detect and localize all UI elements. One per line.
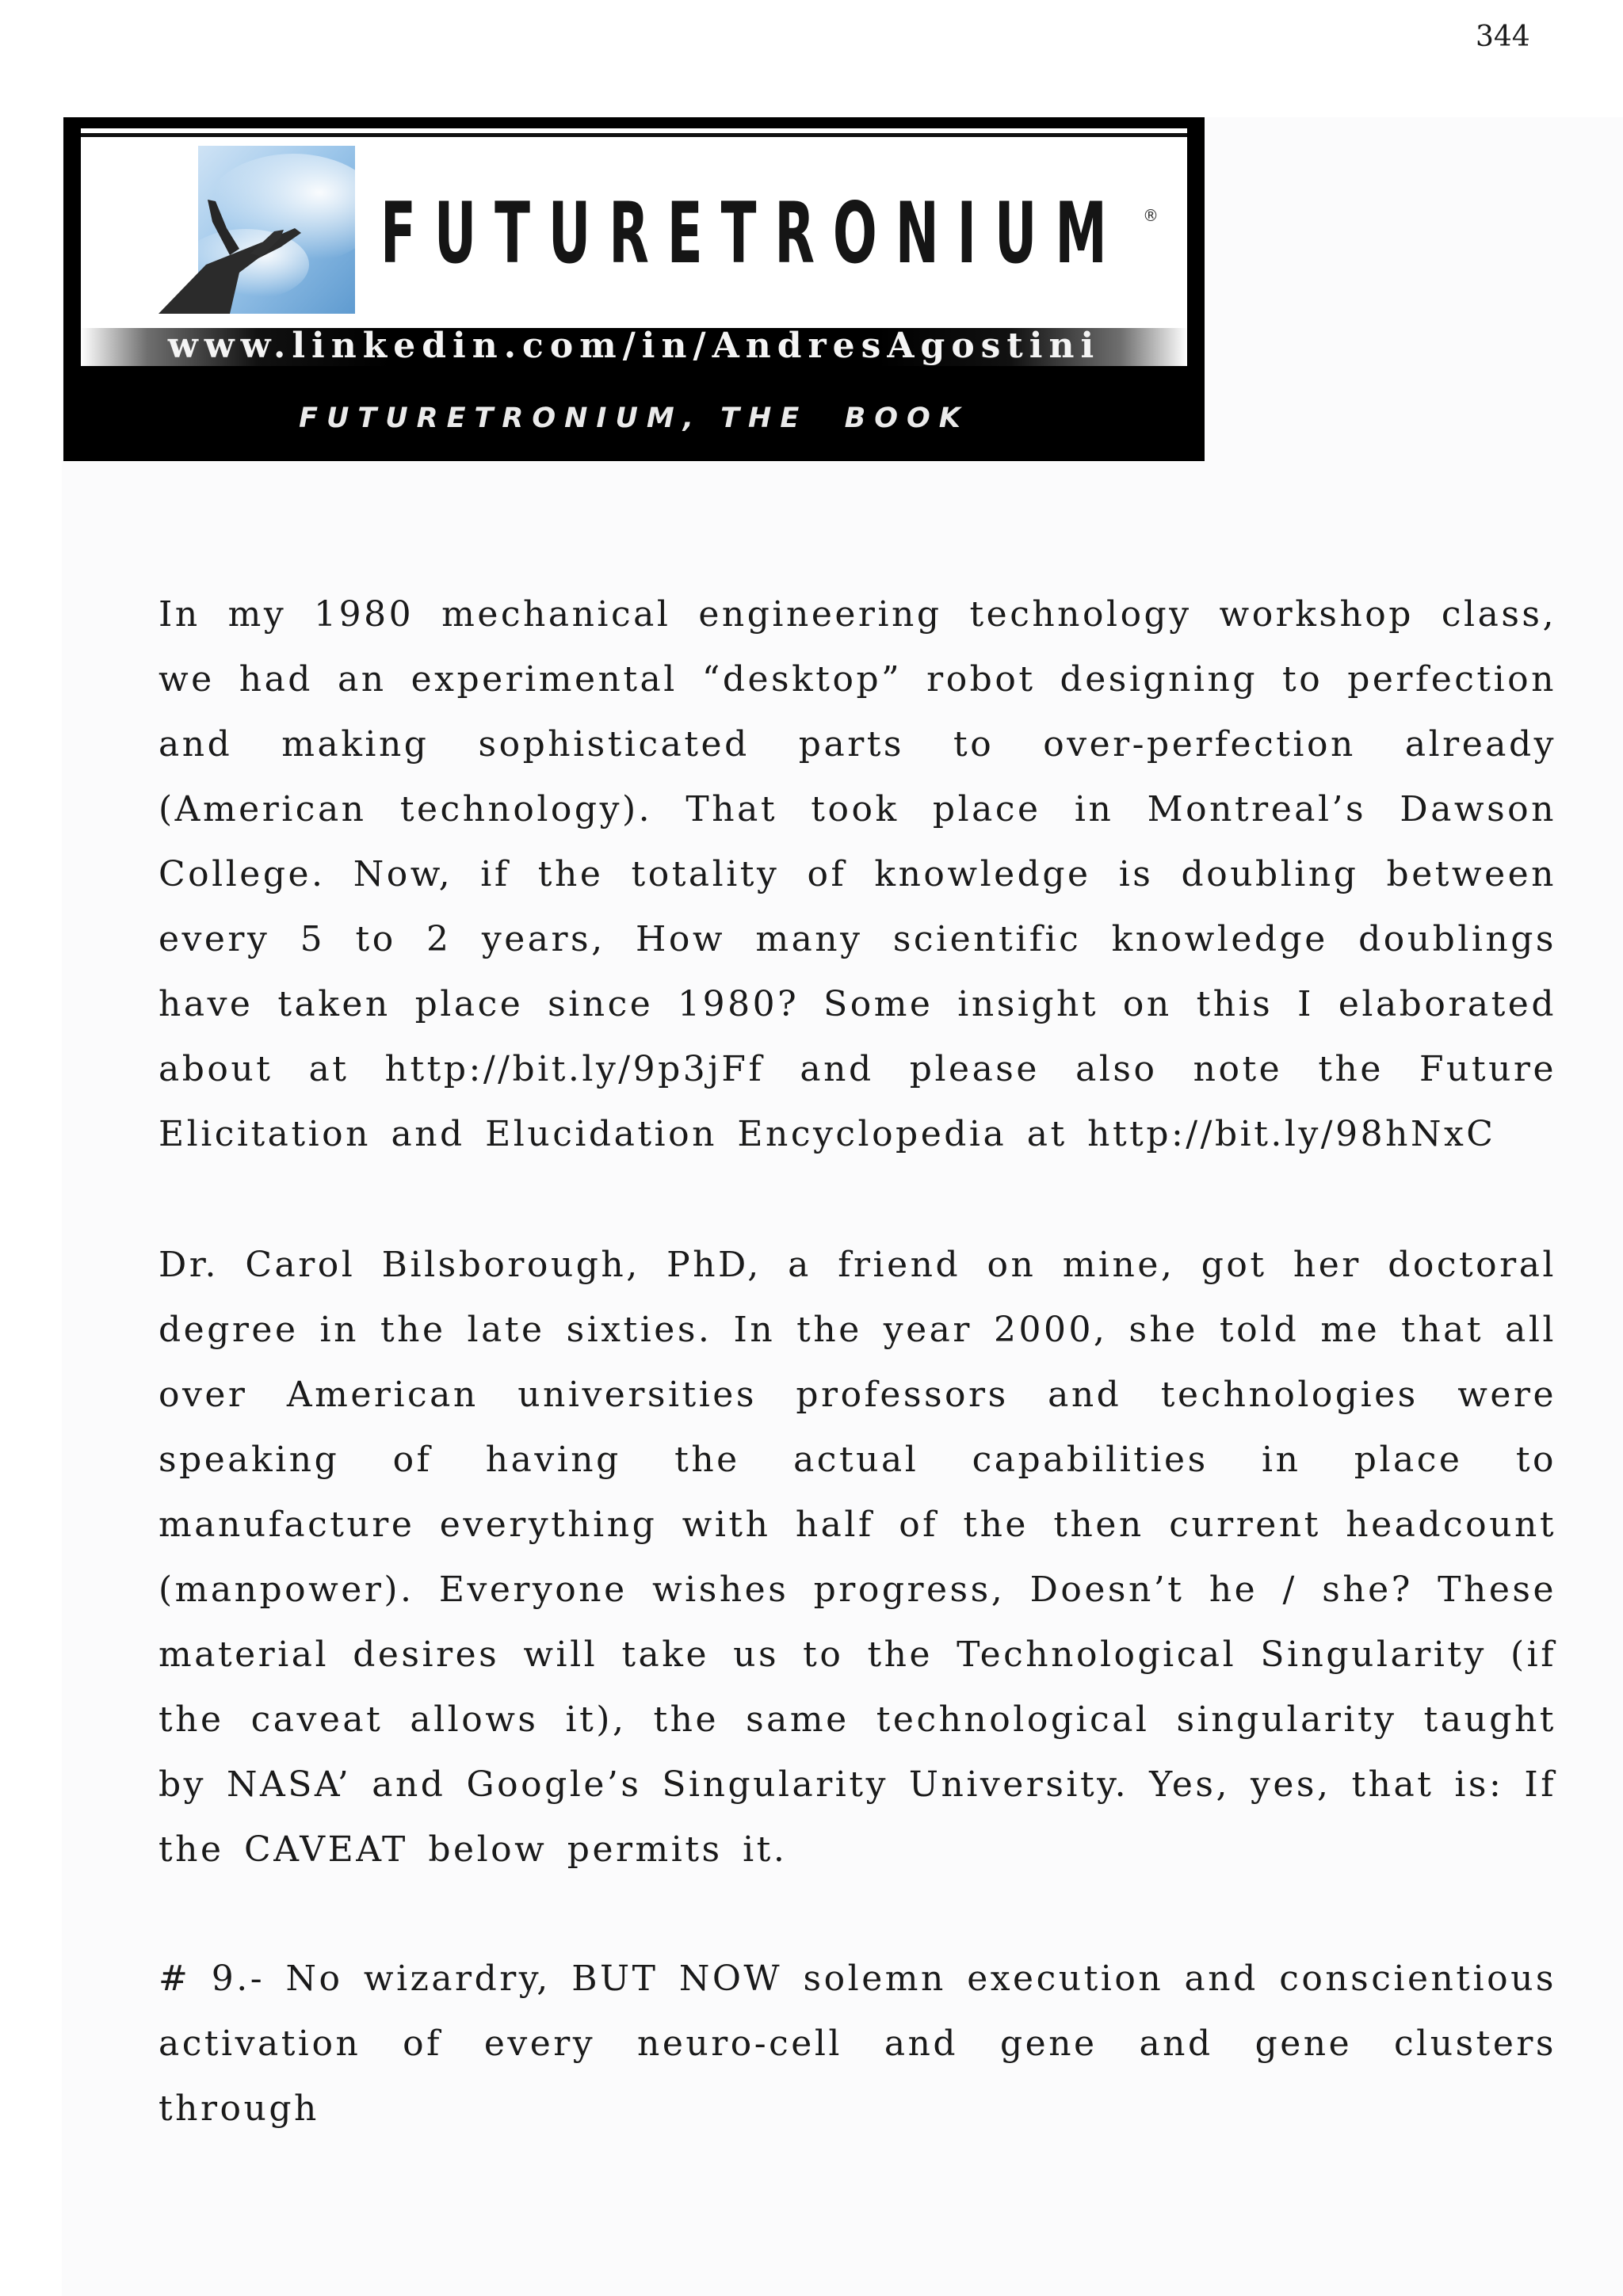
brand-wordmark: FUTURETRONIUM xyxy=(380,185,1125,282)
futuretronium-banner xyxy=(63,117,1205,461)
body-paragraph: In my 1980 mechanical engineering technology workshop class, we had an experimental “desktop” robot designing to perfection and making sophisticated parts to over-perfection already (American technology). That took place in Montreal’s Dawson College. Now, if the totality of knowledge is doubling between every 5 to 2 years, How many scientific knowledge doublings have taken place since 1980? Some insight on this I elaborated about at http://bit.ly/9p3jFf and please also note the Future Elicitation and Elucidation Encyclopedia at http://bit.ly/98hNxC xyxy=(158,594,1556,1154)
body-paragraph: # 9.- No wizardry, BUT NOW solemn execution and conscientious activation of every neuro-cell and gene and gene clusters through xyxy=(158,1958,1556,2129)
registered-mark: ® xyxy=(1143,206,1159,225)
banner-rule xyxy=(81,133,1187,137)
page-number: 344 xyxy=(1476,21,1530,53)
body-paragraph: Dr. Carol Bilsborough, PhD, a friend on mine, got her doctoral degree in the late sixties. In the year 2000, she told me that all over American universities professors and technologies were speaking of having the actual capabilities in place to manufacture everything with half of the then current headcount (manpower). Everyone wishes progress, Doesn’t he / she? These material desires will take us to the Technological Singularity (if the caveat allows it), the same technological singularity taught by NASA’ and Google’s Singularity University. Yes, yes, that is: If the CAVEAT below permits it. xyxy=(158,1245,1556,1870)
banner-subtitle: FUTURETRONIUM, THE BOOK xyxy=(299,402,969,434)
hand-in-sky-image xyxy=(111,146,355,314)
linkedin-url: www.linkedin.com/in/AndresAgostini xyxy=(167,326,1101,366)
